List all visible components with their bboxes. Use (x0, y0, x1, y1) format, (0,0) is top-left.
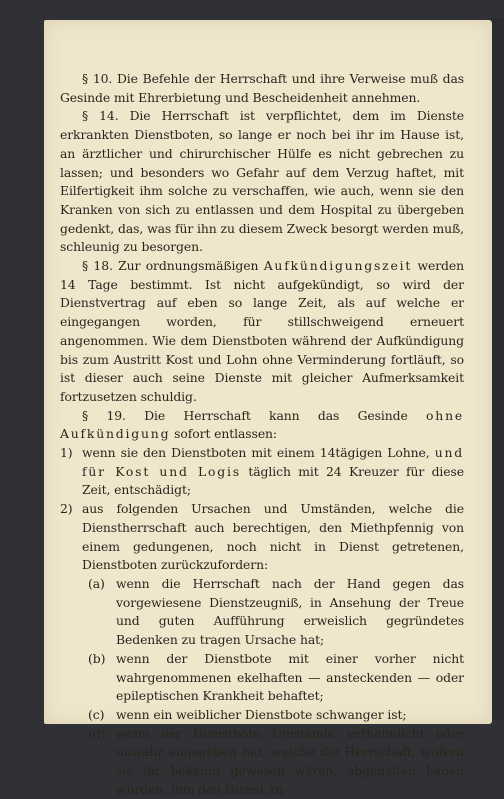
sublist-item-c (88, 706, 464, 725)
sublist-label: (b) (88, 650, 106, 666)
paragraph-10: § 10. Die Befehle der Herrschaft und ihre Verweise muß das Gesinde mit Ehrerbietung und Bescheidenheit annehmen. (60, 71, 464, 105)
list-number: 2) (60, 501, 73, 517)
paragraph-19 (60, 407, 464, 444)
spaced-term-aufkuendigungszeit: Aufkündigungszeit (263, 258, 413, 274)
spaced-term-ohne-aufkuendigung: ohne Aufkündigung (60, 407, 464, 442)
sublist-label: (c) (88, 706, 105, 722)
sublist-label: (a) (88, 575, 105, 591)
paragraph-18-rest: werden 14 Tage bestimmt. Ist nicht aufgekündigt, so wird der Dienstvertrag auf eben so lange Zeit, als auf welche er eingegangen worden, für stillschweigend erneuert angenommen. Wie dem Dienstboten während der Aufkündigung bis zum Austritt Kost und Lohn ohne Verminderung fortläuft, so ist dieser auch seine Dienste mit gleicher Aufmerksamkeit fortzusetzen schuldig. (60, 258, 464, 404)
sublist-item-b (88, 650, 464, 706)
sublist-item-a (88, 575, 464, 650)
list-item-1-text-a: wenn sie den Dienstboten mit einem 14tägigen Lohne, (82, 445, 435, 461)
list-number: 1) (60, 445, 73, 461)
paragraph-18 (60, 257, 464, 407)
list-item-text (82, 444, 464, 500)
list-item-text: aus folgenden Ursachen und Umständen, welche die Dienstherrschaft auch berechtigen, den Miethpfennig von einem gedungenen, noch nicht in Dienst getretenen, Dienstboten zurückzufordern: (82, 501, 464, 573)
paragraph-19-lead: § 19. Die Herrschaft kann das Gesinde (82, 407, 427, 423)
paragraph-18-lead: § 18. Zur ordnungsmäßigen (82, 258, 264, 274)
sublist-text: wenn ein weiblicher Dienstbote schwanger ist; (116, 706, 407, 722)
sublist-text: wenn der Dienstbote Umstände verheimlicht oder unwahr angegeben hat, welche die Herrschaft, wofern sie ihr bekannt gewesen wären, abgehalten haben würden, ihm den Dienst zu- (116, 725, 464, 797)
sublist-text: wenn die Herrschaft nach der Hand gegen das vorgewiesene Dienstzeugniß, in Ansehung der Treue und guten Aufführung erweislich gegründetes Bedenken zu tragen Ursache hat; (116, 575, 464, 648)
list-item-1-text-c: täglich mit 24 Kreuzer für diese Zeit, entschädigt; (82, 463, 464, 498)
list-item-1 (60, 444, 464, 500)
sublist-item-d (88, 725, 464, 799)
list-item-2 (60, 500, 464, 575)
spaced-term-kost-logis: und für Kost und Logis (82, 445, 464, 479)
sublist-text: wenn der Dienstbote mit einer vorher nicht wahrgenommenen ekelhaften — ansteckenden — oder epileptischen Krankheit behaftet; (116, 650, 464, 704)
paragraph-14: § 14. Die Herrschaft ist verpflichtet, dem im Dienste erkrankten Dienstboten, so lange er noch bei ihr im Hause ist, an ärztlicher und chirurchischer Hülfe es nicht gebrechen zu lassen; und besonders wo Gefahr auf dem Verzug haftet, mit Eilfertigkeit ihm solche zu verschaffen, wie auch, wenn sie den Kranken von sich zu entlassen und dem Hospital zu übergeben gedenkt, das, was für ihn zu diesem Zweck besorgt werden muß, schleunig zu besorgen. (60, 108, 464, 255)
sublist-label: (d) (88, 725, 106, 741)
page-text (60, 70, 464, 799)
paragraph-19-rest: sofort entlassen: (170, 426, 278, 442)
